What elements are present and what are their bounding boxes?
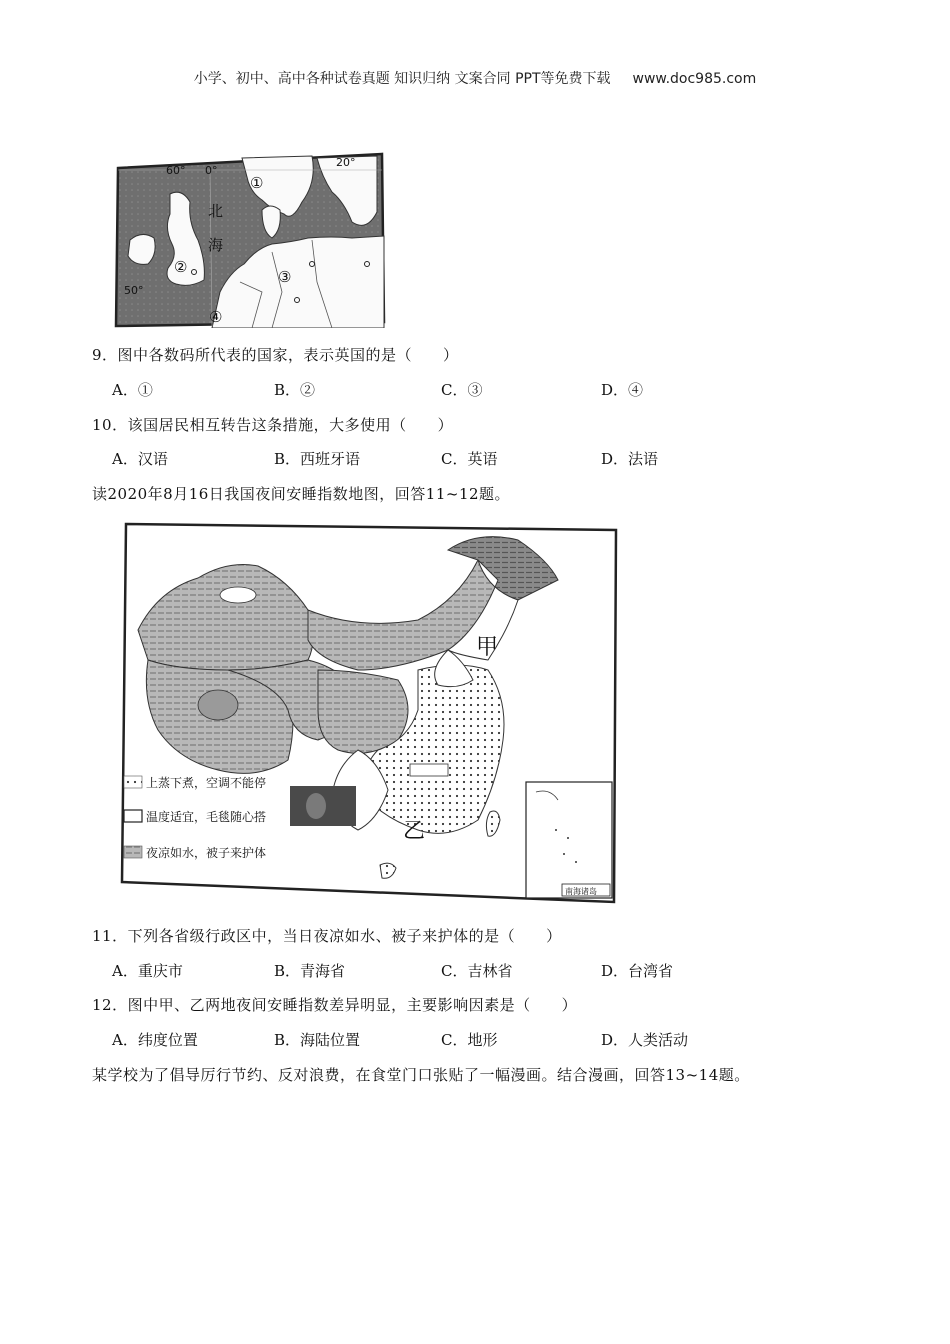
map1-sea-char1: 北 (208, 202, 224, 220)
q9-option-d[interactable]: D．④ (601, 381, 644, 399)
map2-label-jia: 甲 (476, 635, 499, 660)
q10-option-c[interactable]: C．英语 (441, 450, 498, 468)
map1-sea-char2: 海 (208, 236, 224, 254)
map1-marker-3: ③ (278, 268, 292, 286)
legend-label-cool: 夜凉如水，被子来护体 (146, 846, 267, 860)
q10-option-b[interactable]: B．西班牙语 (274, 450, 361, 468)
q9-option-a[interactable]: A．① (112, 381, 153, 399)
q10-option-d[interactable]: D．法语 (601, 450, 659, 468)
china-sleep-index-map (118, 520, 618, 905)
europe-north-sea-map (112, 152, 388, 328)
map1-lat-bottom: 50° (124, 284, 144, 297)
map1-marker-4: ④ (209, 308, 223, 326)
intro-13-14: 某学校为了倡导厉行节约、反对浪费，在食堂门口张贴了一幅漫画。结合漫画，回答13~14题。 (92, 1066, 750, 1084)
q9-option-c[interactable]: C．③ (441, 381, 483, 399)
page-header (0, 68, 950, 88)
map1-lon-right: 20° (336, 156, 356, 169)
legend-swatch-cool (124, 846, 142, 858)
q11-option-c[interactable]: C．吉林省 (441, 962, 513, 980)
q11-option-d[interactable]: D．台湾省 (601, 962, 674, 980)
map1-marker-2: ② (174, 258, 188, 276)
legend-label-mild: 温度适宜，毛毯随心搭 (146, 810, 267, 824)
header-text: 小学、初中、高中各种试卷真题 知识归纳 文案合同 PPT等免费下载 (193, 71, 611, 87)
map1-lon-zero: 0° (205, 164, 218, 177)
map1-marker-1: ① (250, 174, 264, 192)
q9-option-b[interactable]: B．② (274, 381, 316, 399)
map1-lat-top: 60° (166, 164, 186, 177)
q12-option-d[interactable]: D．人类活动 (601, 1031, 689, 1049)
q12-option-a[interactable]: A．纬度位置 (112, 1031, 198, 1049)
question-11-stem: 11．下列各省级行政区中，当日夜凉如水、被子来护体的是（ ） (92, 927, 562, 945)
legend-label-hot: 上蒸下煮，空调不能停 (146, 776, 267, 790)
legend-swatch-hot (124, 776, 142, 788)
q12-option-c[interactable]: C．地形 (441, 1031, 498, 1049)
legend-swatch-mild (124, 810, 142, 822)
question-12-stem: 12．图中甲、乙两地夜间安睡指数差异明显，主要影响因素是（ ） (92, 996, 578, 1014)
q11-option-b[interactable]: B．青海省 (274, 962, 346, 980)
q10-option-a[interactable]: A．汉语 (112, 450, 168, 468)
question-10-stem: 10．该国居民相互转告这条措施，大多使用（ ） (92, 416, 454, 434)
map2-label-yi: 乙 (403, 819, 426, 844)
question-9-stem: 9．图中各数码所代表的国家，表示英国的是（ ） (92, 346, 459, 364)
q11-option-a[interactable]: A．重庆市 (112, 962, 183, 980)
header-site: www.doc985.com (632, 71, 757, 87)
intro-11-12: 读2020年8月16日我国夜间安睡指数地图，回答11~12题。 (92, 485, 511, 503)
map2-inset-label: 南海诸岛 (565, 887, 597, 896)
q12-option-b[interactable]: B．海陆位置 (274, 1031, 361, 1049)
